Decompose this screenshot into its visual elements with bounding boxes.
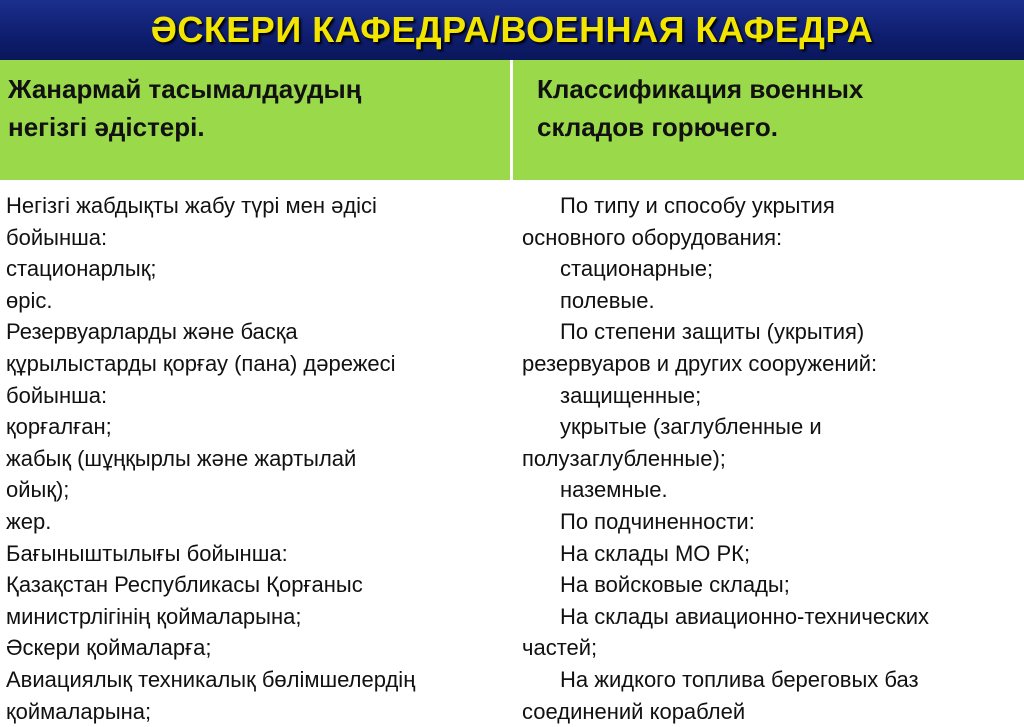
left-text-line: жабық (шұңқырлы және жартылай	[6, 443, 506, 475]
title-bar	[0, 0, 1024, 60]
right-text-line: На склады МО РК;	[522, 538, 1022, 570]
left-text-line: қоймаларына;	[6, 696, 506, 727]
left-text-line: жер.	[6, 506, 506, 538]
left-text-line: өріс.	[6, 285, 506, 317]
left-text-line: Қазақстан Республикасы Қорғаныс	[6, 569, 506, 601]
right-text-line: резервуаров и других сооружений:	[522, 348, 1022, 380]
left-text-line: Резервуарларды және басқа	[6, 316, 506, 348]
right-text-line: По степени защиты (укрытия)	[522, 316, 1022, 348]
right-text-line: По типу и способу укрытия	[522, 190, 1022, 222]
left-text-line: Бағыныштылығы бойынша:	[6, 538, 506, 570]
right-text-line: полузаглубленные);	[522, 443, 1022, 475]
left-text-line: стационарлық;	[6, 253, 506, 285]
right-text-line: защищенные;	[522, 380, 1022, 412]
right-text-line: укрытые (заглубленные и	[522, 411, 1022, 443]
left-text-line: бойынша:	[6, 380, 506, 412]
right-text-line: На склады авиационно-технических	[522, 601, 1022, 633]
left-text-line: бойынша:	[6, 222, 506, 254]
header-left-line-1: Жанармай тасымалдаудың	[8, 70, 510, 108]
left-text-line: Негізгі жабдықты жабу түрі мен әдісі	[6, 190, 506, 222]
header-left-line-2: негізгі әдістері.	[8, 108, 510, 146]
right-column-text	[522, 190, 1022, 727]
right-text-line: частей;	[522, 632, 1022, 664]
right-text-line: полевые.	[522, 285, 1022, 317]
header-right	[512, 60, 1024, 182]
left-text-line: Авиациялық техникалық бөлімшелердің	[6, 664, 506, 696]
right-text-line: На жидкого топлива береговых баз	[522, 664, 1022, 696]
left-text-line: ойық);	[6, 474, 506, 506]
left-text-line: қорғалған;	[6, 411, 506, 443]
header-right-line-2: складов горючего.	[537, 108, 1024, 146]
left-text-line: Әскери қоймаларға;	[6, 632, 506, 664]
right-text-line: стационарные;	[522, 253, 1022, 285]
right-text-line: наземные.	[522, 474, 1022, 506]
page-title: ӘСКЕРИ КАФЕДРА/ВОЕННАЯ КАФЕДРА	[151, 9, 874, 51]
left-column-text	[6, 190, 506, 727]
right-text-line: соединений кораблей	[522, 696, 1022, 727]
left-text-line: министрлігінің қоймаларына;	[6, 601, 506, 633]
left-text-line: құрылыстарды қорғау (пана) дәрежесі	[6, 348, 506, 380]
right-text-line: По подчиненности:	[522, 506, 1022, 538]
header-right-line-1: Классификация военных	[537, 70, 1024, 108]
right-text-line: основного оборудования:	[522, 222, 1022, 254]
header-left	[0, 60, 512, 182]
right-text-line: На войсковые склады;	[522, 569, 1022, 601]
